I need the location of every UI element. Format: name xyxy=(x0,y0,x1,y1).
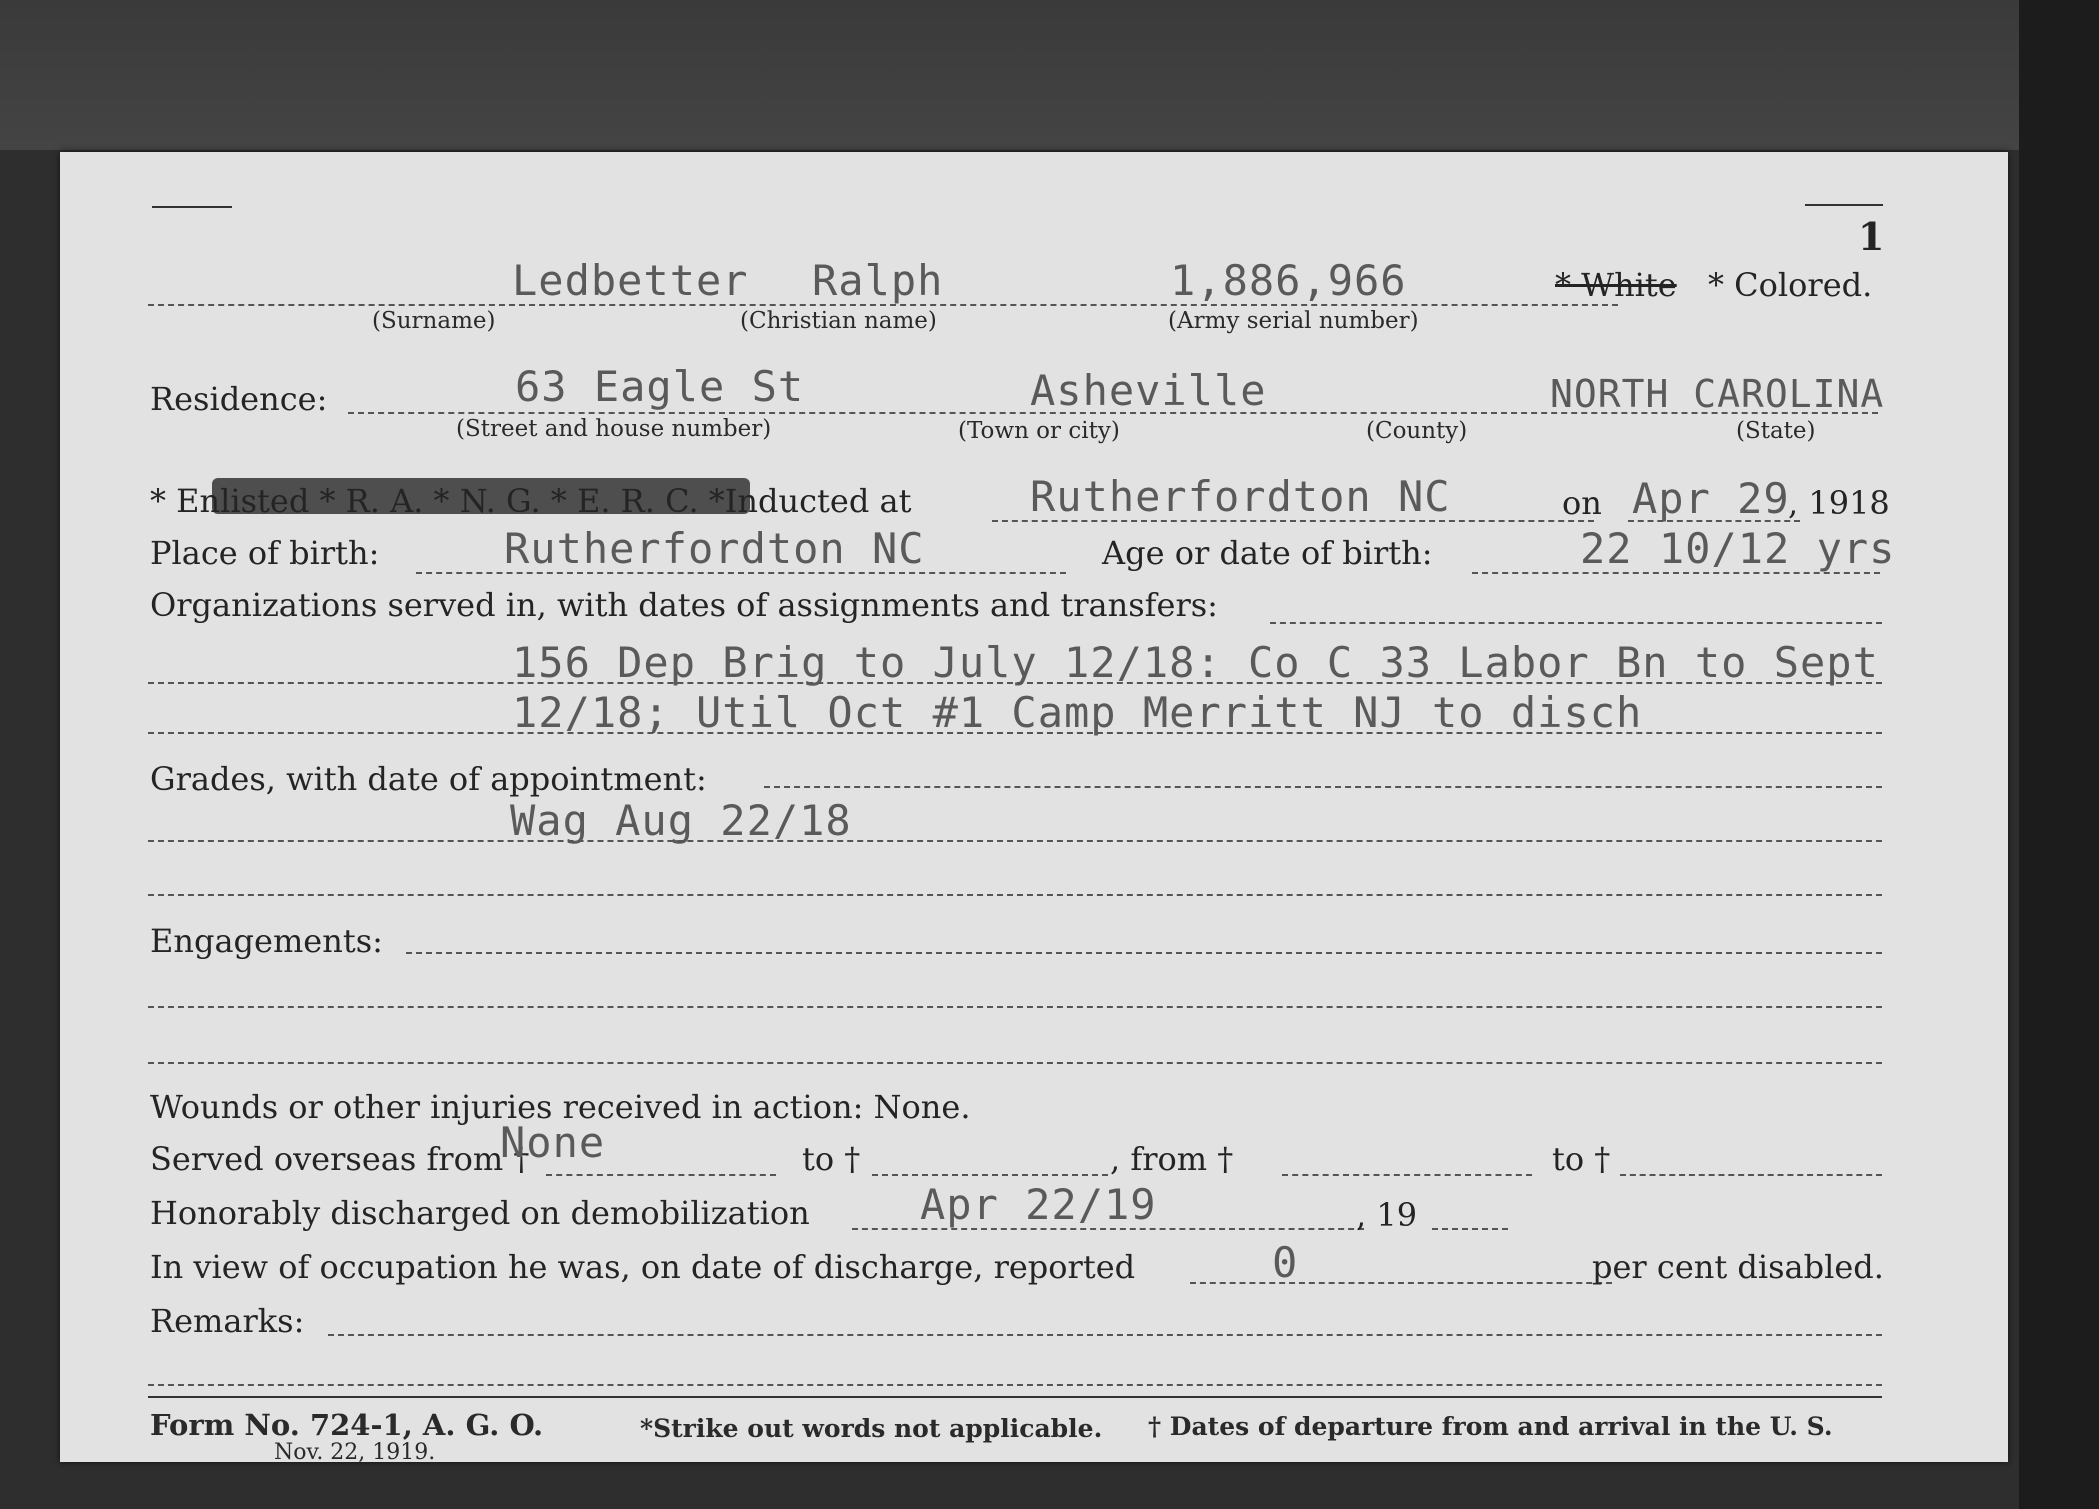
organizations-label: Organizations served in, with dates of assignments and transfers: xyxy=(150,586,1218,624)
background-right xyxy=(2019,0,2099,1509)
grades-line-3 xyxy=(148,894,1882,896)
remarks-line-2 xyxy=(148,1384,1882,1386)
organizations-line-3 xyxy=(148,732,1882,734)
age-label: Age or date of birth: xyxy=(1102,534,1433,572)
discharge-year-line xyxy=(1432,1228,1508,1230)
enlisted-label: * Enlisted * R. A. * N. G. * E. R. C. *Inducted at xyxy=(150,482,912,520)
inducted-on-label: on xyxy=(1562,484,1602,522)
birth-place-label: Place of birth: xyxy=(150,534,380,572)
wounds-label: Wounds or other injuries received in action: None. xyxy=(150,1088,971,1126)
town-value: Asheville xyxy=(1030,366,1267,415)
footnote-strike-out: *Strike out words not applicable. xyxy=(640,1414,1103,1443)
organizations-value-2: 12/18; Util Oct #1 Camp Merritt NJ to disch xyxy=(512,688,1643,737)
organizations-value-1: 156 Dep Brig to July 12/18: Co C 33 Labor Bn to Sept xyxy=(512,638,1879,687)
grades-line-1 xyxy=(764,786,1882,788)
remarks-line-1 xyxy=(328,1334,1882,1336)
service-record-card xyxy=(60,152,2008,1465)
footnote-dates: † Dates of departure from and arrival in the U. S. xyxy=(1148,1412,1833,1441)
overseas-from-line xyxy=(546,1174,776,1176)
grades-label: Grades, with date of appointment: xyxy=(150,760,707,798)
engagements-line-3 xyxy=(148,1062,1882,1064)
disability-value: 0 xyxy=(1272,1238,1299,1287)
surname-value: Ledbetter xyxy=(512,256,749,305)
state-label: (State) xyxy=(1736,418,1816,444)
engagements-line-1 xyxy=(406,952,1882,954)
background-top xyxy=(0,0,2099,150)
remarks-label: Remarks: xyxy=(150,1302,305,1340)
race-white-struck: * White xyxy=(1555,266,1677,304)
overseas-to-label-1: to † xyxy=(802,1140,861,1178)
residence-label: Residence: xyxy=(150,380,328,418)
street-label: (Street and house number) xyxy=(456,416,772,442)
organizations-line-2 xyxy=(148,682,1882,684)
card-number: 1 xyxy=(1858,214,1885,259)
christian-name-value: Ralph xyxy=(812,256,944,305)
grades-value: Wag Aug 22/18 xyxy=(510,796,852,845)
overseas-to-label-2: to † xyxy=(1552,1140,1611,1178)
discharge-year: , 19 xyxy=(1356,1196,1418,1234)
birth-place-value: Rutherfordton NC xyxy=(504,524,925,573)
street-value: 63 Eagle St xyxy=(515,362,805,411)
inducted-year: , 1918 xyxy=(1788,484,1890,522)
footer-rule xyxy=(148,1396,1882,1398)
disability-line xyxy=(1190,1282,1612,1284)
overseas-value: None xyxy=(500,1118,606,1167)
overseas-to-line-1 xyxy=(872,1174,1108,1176)
serial-number-label: (Army serial number) xyxy=(1168,308,1419,334)
inducted-place-value: Rutherfordton NC xyxy=(1030,472,1451,521)
overseas-from-label-2: , from † xyxy=(1110,1140,1234,1178)
grades-line-2 xyxy=(148,840,1882,842)
overseas-to-line-2 xyxy=(1620,1174,1882,1176)
state-value: NORTH CAROLINA xyxy=(1550,372,1885,416)
overseas-label: Served overseas from † xyxy=(150,1140,530,1178)
disability-suffix: per cent disabled. xyxy=(1592,1248,1884,1286)
age-value: 22 10/12 yrs xyxy=(1580,524,1896,573)
form-date: Nov. 22, 1919. xyxy=(274,1440,436,1465)
discharge-date-value: Apr 22/19 xyxy=(920,1180,1157,1229)
christian-name-label: (Christian name) xyxy=(740,308,937,334)
county-label: (County) xyxy=(1366,418,1468,444)
top-right-rule xyxy=(1805,204,1883,206)
serial-number-value: 1,886,966 xyxy=(1170,256,1407,305)
top-left-rule xyxy=(152,206,232,208)
engagements-line-2 xyxy=(148,1006,1882,1008)
engagements-label: Engagements: xyxy=(150,922,383,960)
race-colored: * Colored. xyxy=(1708,266,1873,304)
organizations-line-1 xyxy=(1270,622,1882,624)
discharge-label: Honorably discharged on demobilization xyxy=(150,1194,810,1232)
inducted-date-value: Apr 29 xyxy=(1632,474,1790,523)
overseas-from-line-2 xyxy=(1282,1174,1532,1176)
town-label: (Town or city) xyxy=(958,418,1120,444)
disability-label: In view of occupation he was, on date of discharge, reported xyxy=(150,1248,1136,1286)
surname-label: (Surname) xyxy=(372,308,496,334)
form-number: Form No. 724-1, A. G. O. xyxy=(150,1408,544,1442)
